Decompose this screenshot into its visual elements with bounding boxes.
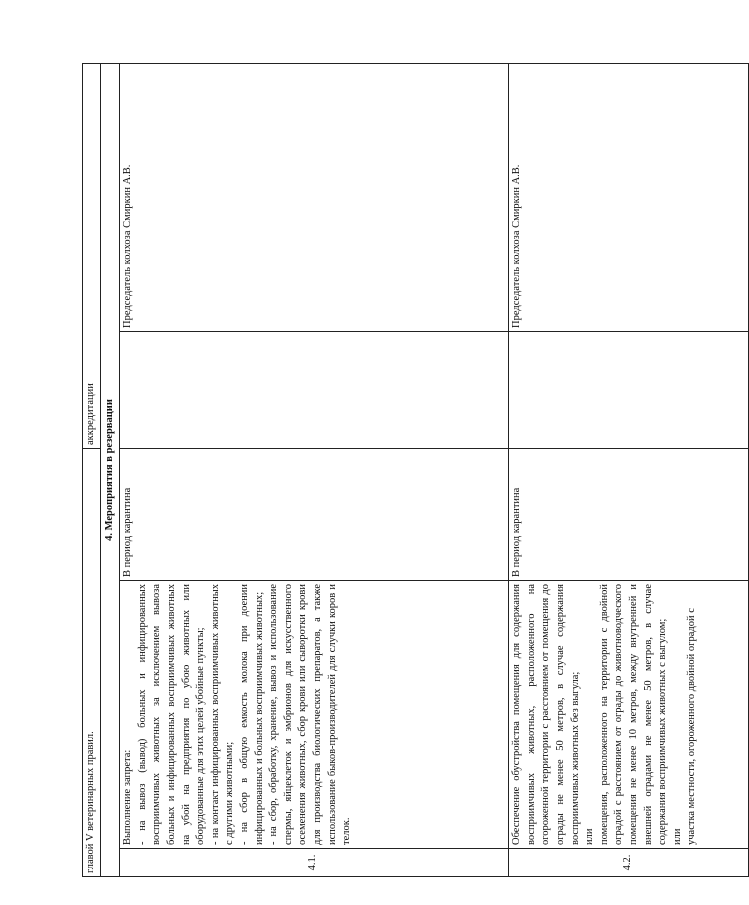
responsible-cell: Председатель колхоза Смиркин А.В. — [120, 63, 509, 331]
table-row — [509, 63, 749, 876]
measure-line: - на сбор в общую емкость молока при доении инфицированных и больных восприимчивых животных; — [238, 584, 265, 845]
row-number: 4.1. — [120, 849, 509, 877]
continuation-row — [83, 63, 101, 876]
measure-line: Выполнение запрета: — [122, 749, 134, 845]
measure-line: - на сбор, обработку, хранение, вывоз и использование спермы, яйцеклеток и эмбрионов для искусственного осеменения животных, сбор крови или сыворотки крови для производства биологических препаратов, а также использование быков-производителей для случки коров и телок. — [268, 584, 353, 845]
responsible-cell: Председатель колхоза Смиркин А.В. — [509, 63, 749, 331]
continuation-right-cell: аккредитации — [83, 63, 101, 448]
measure-cell — [120, 581, 509, 849]
measure-line: Обеспечение обустройства помещения для содержания восприимчивых животных, расположенного на огороженной территории с расстоянием от помещения до ограды не менее 50 метров, в случае содержания восприимчивых животных без выгула; — [511, 584, 581, 845]
row-number: 4.2. — [509, 849, 749, 877]
table-row — [120, 63, 509, 876]
period-cell: В период карантина — [120, 448, 509, 580]
measure-line: или — [584, 828, 596, 845]
quarantine-measures-table — [82, 63, 749, 877]
continuation-left-cell: главой V ветеринарных правил. — [83, 448, 101, 876]
measure-line: участка местности, огороженного двойной оградой с — [686, 608, 698, 845]
measure-line: или — [671, 828, 683, 845]
section-header-row — [100, 63, 120, 876]
measure-line: - на контакт инфицированных восприимчивых животных с другими животными; — [209, 584, 236, 845]
period-cell: В период карантина — [509, 448, 749, 580]
empty-cell — [509, 331, 749, 448]
measure-line: помещения, расположенного на территории с двойной оградой с расстоянием от ограды до животноводческого помещения не менее 10 метров, между внутренней и внешней оградами не менее 50 метров, в случае содержания восприимчивых животных с выгулом; — [598, 584, 669, 845]
measure-line: - на вывоз (вывод) больных и инфицированных восприимчивых животных за исключением вывоза больных и инфицированных восприимчивых животных на убой на предприятия по убою животных или оборудованные для этих целей убойные пункты; — [136, 584, 207, 845]
empty-cell — [120, 331, 509, 448]
section-title: 4. Мероприятия в резервации — [100, 63, 120, 876]
measure-cell — [509, 581, 749, 849]
